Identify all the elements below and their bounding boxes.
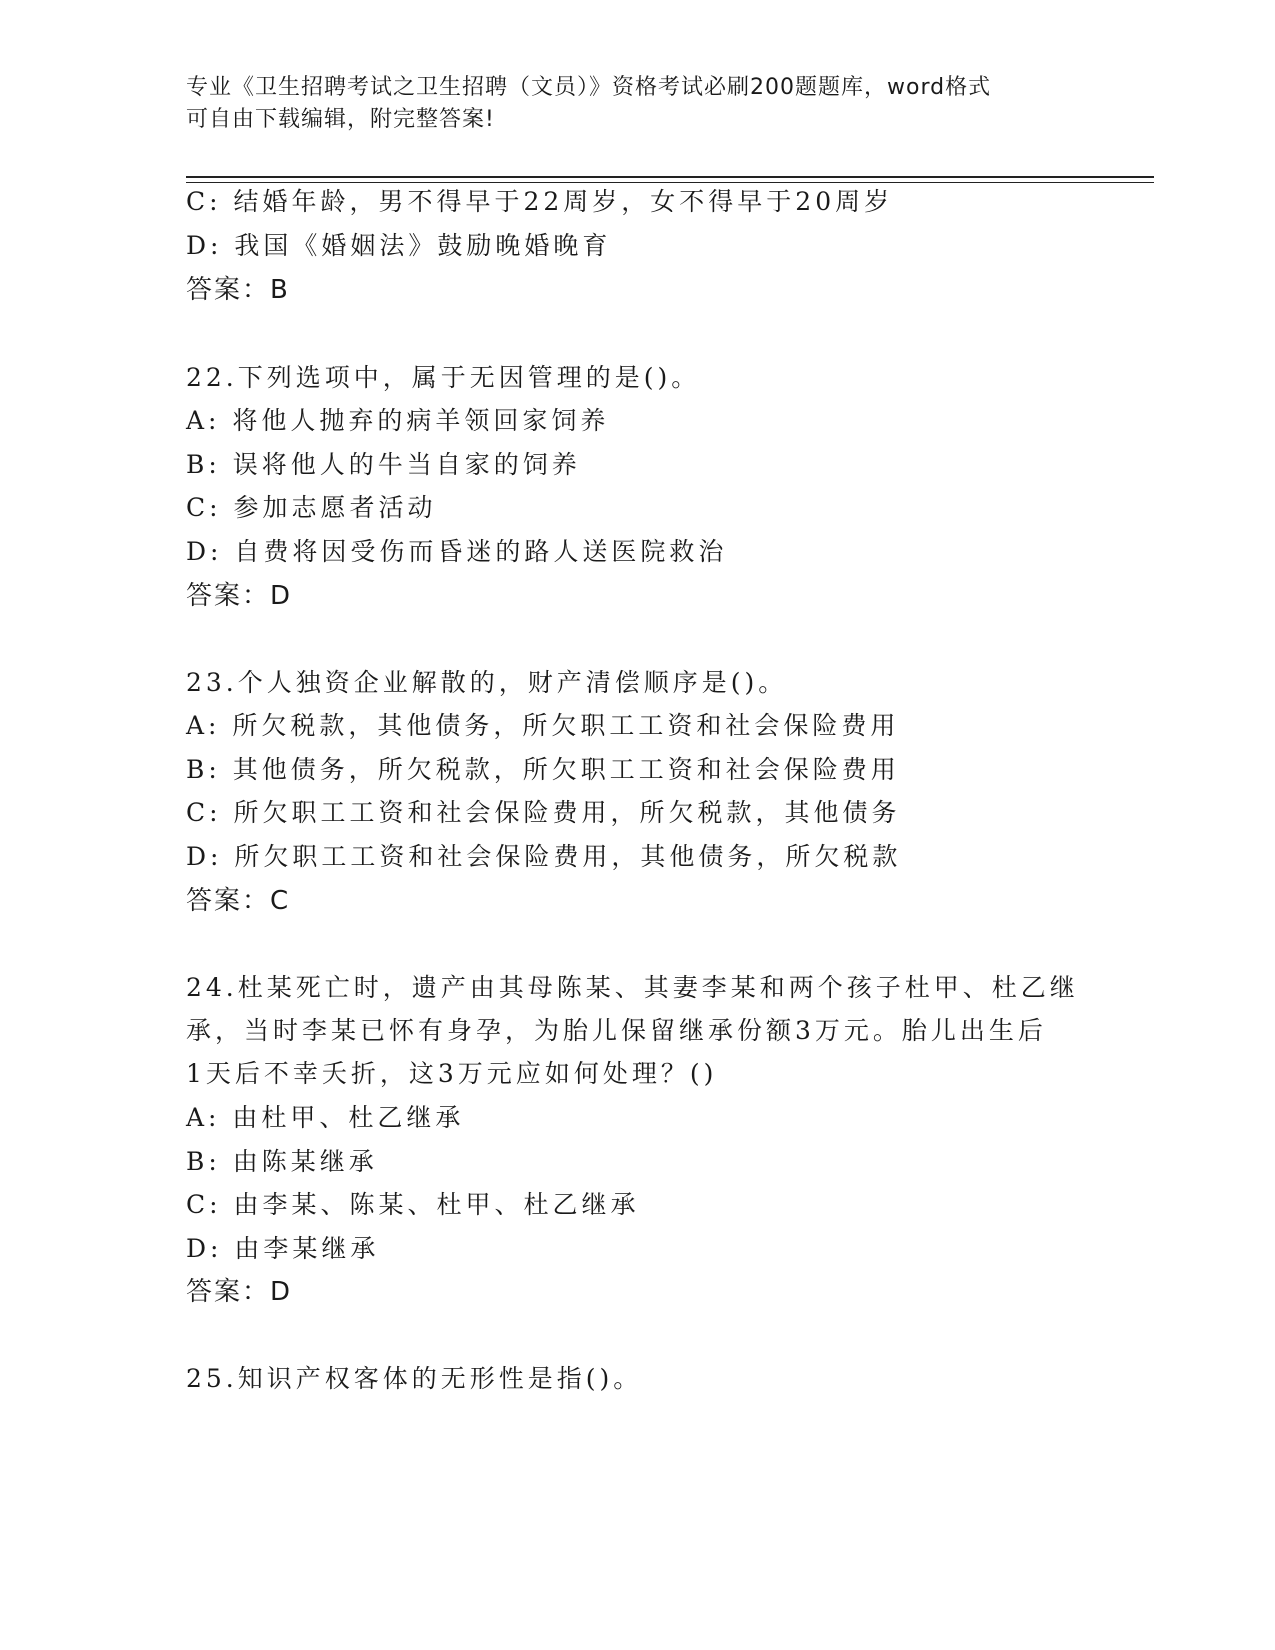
q23-question: 23.个人独资企业解散的，财产清偿顺序是()。 [186,668,788,697]
q21-option-c: C: 结婚年龄，男不得早于22周岁，女不得早于20周岁 [186,187,894,216]
q22-answer: 答案：D [186,581,293,611]
header-line-2: 可自由下载编辑，附完整答案! [186,107,495,132]
q24-question-line-2: 承，当时李某已怀有身孕，为胎儿保留继承份额3万元。胎儿出生后 [186,1016,1047,1045]
q22-option-a: A: 将他人抛弃的病羊领回家饲养 [186,406,610,435]
q24-option-c: C: 由李某、陈某、杜甲、杜乙继承 [186,1190,640,1219]
document-header [186,72,1066,136]
q23-option-b: B: 其他债务，所欠税款，所欠职工工资和社会保险费用 [186,755,900,784]
q24-option-a: A: 由杜甲、杜乙继承 [186,1103,465,1132]
q22-option-b: B: 误将他人的牛当自家的饲养 [186,450,581,479]
q24-option-b: B: 由陈某继承 [186,1147,378,1176]
q24-answer: 答案：D [186,1277,293,1307]
q21-answer: 答案：B [186,275,290,305]
q24-question-line-1: 24.杜某死亡时，遗产由其母陈某、其妻李某和两个孩子杜甲、杜乙继 [186,973,1079,1002]
q23-answer: 答案：C [186,886,291,916]
q25-question: 25.知识产权客体的无形性是指()。 [186,1364,643,1393]
header-line-1: 专业《卫生招聘考试之卫生招聘（文员）》资格考试必刷200题题库，word格式 [186,75,992,100]
q24-question-line-3: 1天后不幸夭折，这3万元应如何处理？() [186,1059,718,1088]
q22-option-d: D: 自费将因受伤而昏迷的路人送医院救治 [186,537,728,566]
q24-option-d: D: 由李某继承 [186,1234,380,1263]
q23-option-c: C: 所欠职工工资和社会保险费用，所欠税款，其他债务 [186,798,901,827]
q21-option-d: D: 我国《婚姻法》鼓励晚婚晚育 [186,231,612,260]
header-divider-thick [186,176,1154,178]
q23-option-d: D: 所欠职工工资和社会保险费用，其他债务，所欠税款 [186,842,902,871]
q23-option-a: A: 所欠税款，其他债务，所欠职工工资和社会保险费用 [186,711,900,740]
q22-question: 22.下列选项中，属于无因管理的是()。 [186,363,701,392]
header-divider-thin [186,182,1154,183]
q22-option-c: C: 参加志愿者活动 [186,493,437,522]
